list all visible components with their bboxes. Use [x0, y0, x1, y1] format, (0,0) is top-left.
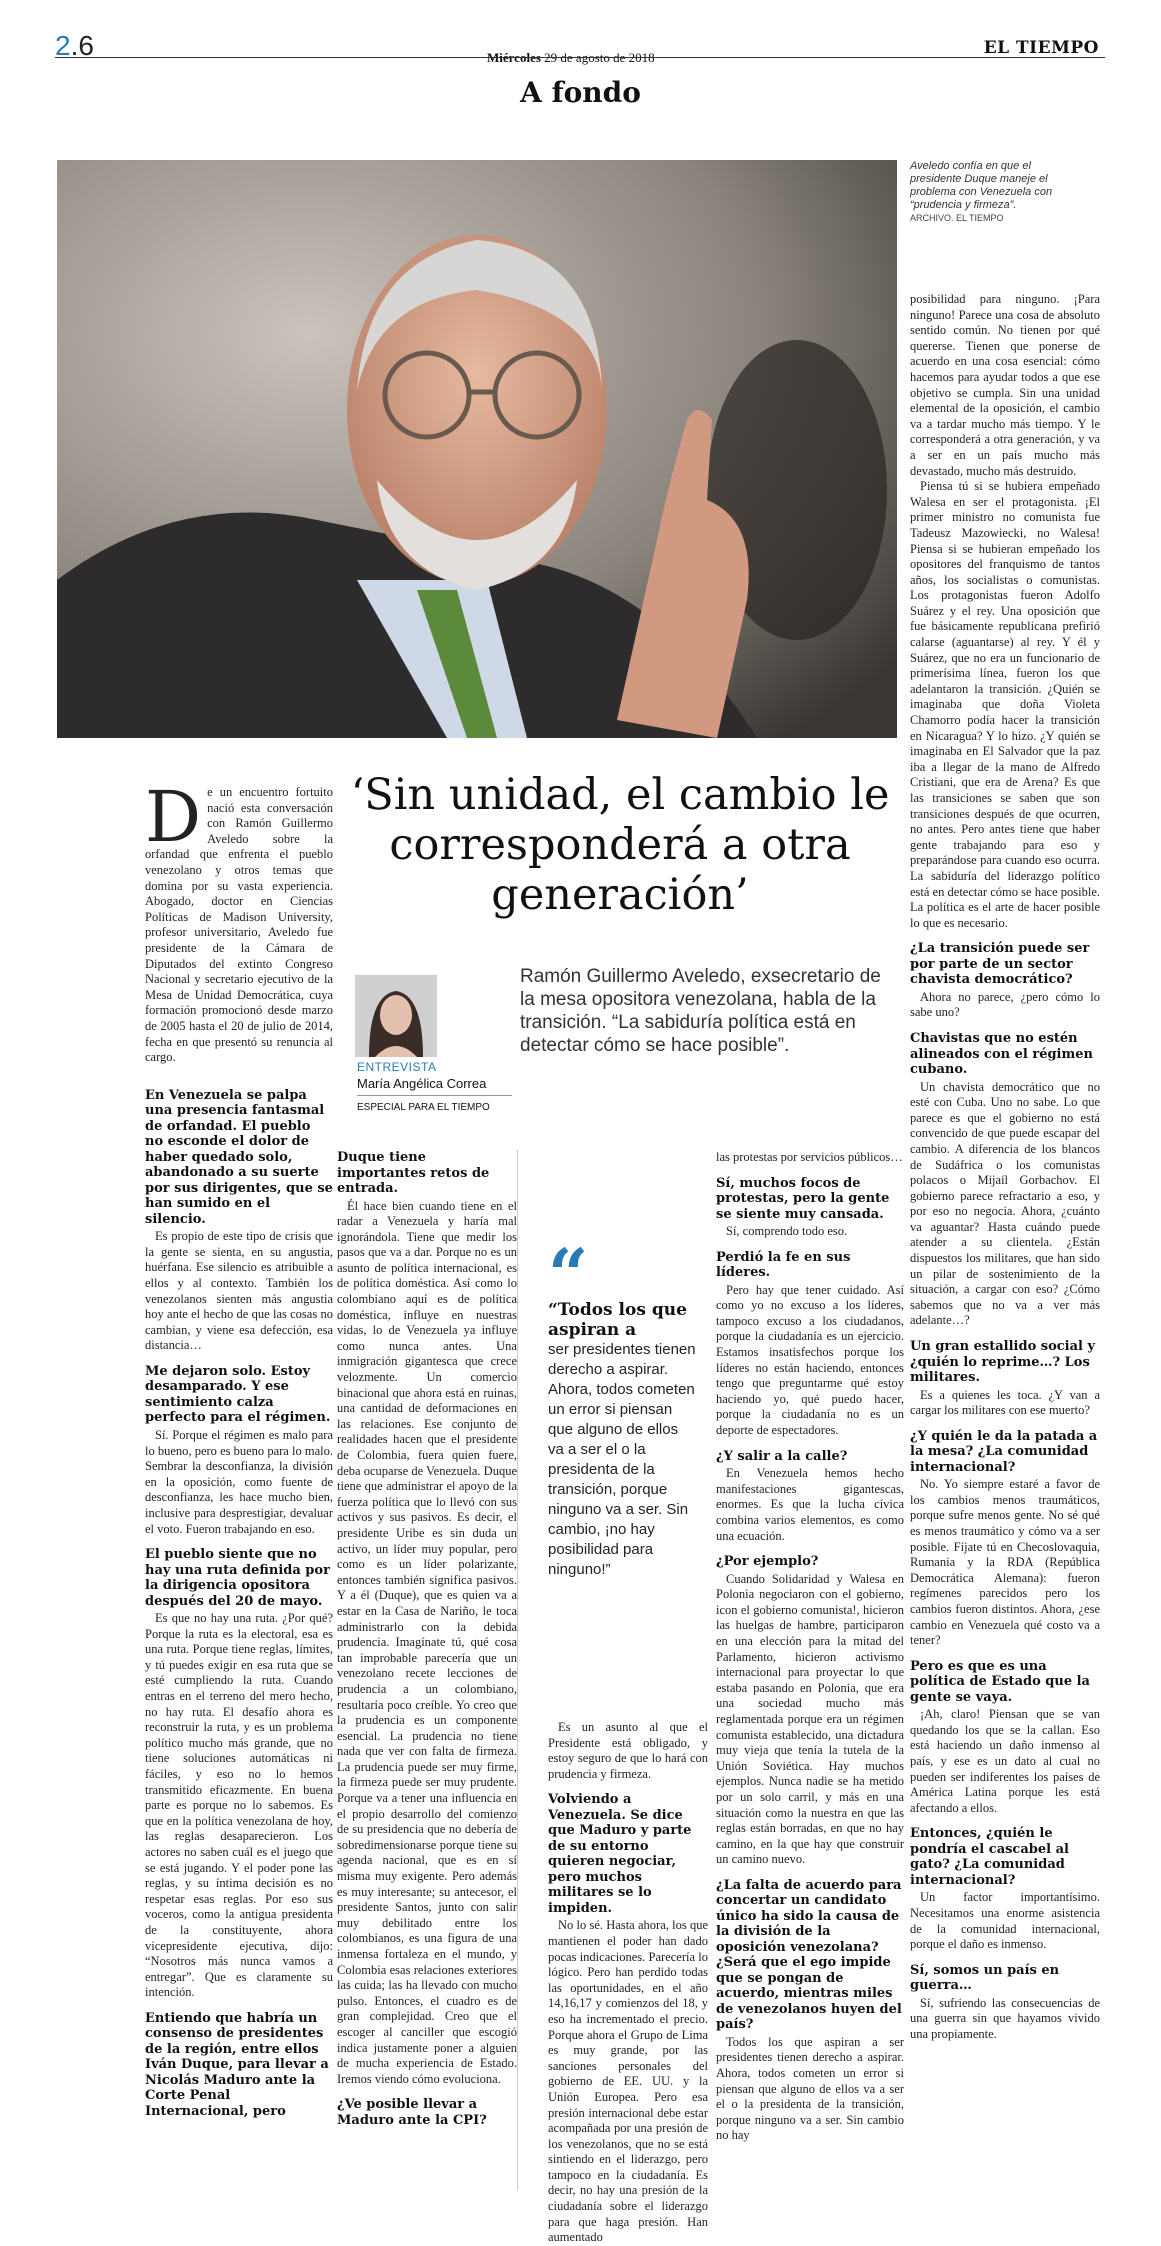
column-1: [145, 776, 333, 2121]
interview-photo: [57, 160, 897, 738]
answer: No. Yo siempre estaré a favor de los cambios menos traumáticos, porque sufre menos gente. No sé qué es menos traumático y cómo va a ser posible. Fíjate tú en Checoslovaquia, Rumania y la RDA (República Democrática Alemana): fueron regímenes parecidos pero los cambios fueron distintos. Ahora, ¿ese cambio en Venezuela qué costo va a tener?: [910, 1477, 1100, 1648]
byline-special: ESPECIAL PARA EL TIEMPO: [357, 1102, 490, 1113]
answer: Es que no hay una ruta. ¿Por qué? Porque la ruta es la electoral, esa es una ruta. Porque tiene reglas, límites, y tú puedes exigir en esa ruta que se esté cumpliendo la ruta. Cuando entras en el terreno del mero hecho, no hay ruta. El desafío ahora es reconstruir la ruta, y es un problema político mucho más grande, que no tiene soluciones automáticas ni fáciles, y eso no lo hemos transmitido eficazmente. En buena parte es porque no lo sabemos. Es que en la política venezolana de hoy, las reglas desaparecieron. Los actores no saben cuál es el juego que se está jugando. Y el poder pone las reglas, y su íntima decisión es no respetar esas reglas. Por eso sus voceros, como la antigua presidenta de la constituyente, ahora vicepresidente ejecutiva, dijo: “Nosotros más nunca vamos a entregar”. Que es claramente su intención.: [145, 1611, 333, 2000]
column-3: [548, 1720, 708, 2246]
column-4: [716, 1150, 904, 2144]
question: Me dejaron solo. Estoy desamparado. Y ese sentimiento calza perfecto para el régimen.: [145, 1363, 331, 1426]
answer: Un factor importantísimo. Necesitamos una enorme asistencia de la comunidad internacional, porque el daño es inmenso.: [910, 1890, 1100, 1952]
question: ¿Por ejemplo?: [716, 1554, 819, 1570]
question: Duque tiene importantes retos de entrada.: [337, 1150, 490, 1196]
drop-cap: D: [145, 776, 202, 858]
question: Un gran estallido social y ¿quién lo reprime…? Los militares.: [910, 1339, 1096, 1386]
question: ¿Ve posible llevar a Maduro ante la CPI?: [337, 2097, 487, 2128]
question: ¿Y salir a la calle?: [716, 1448, 848, 1464]
question: Sí, muchos focos de protestas, pero la gente se siente muy cansada.: [716, 1175, 890, 1222]
headline: ‘Sin unidad, el cambio le corresponderá a otra generación’: [350, 770, 890, 920]
question: Volviendo a Venezuela. Se dice que Maduro y parte de su entorno quieren negociar, pero muchos militares se lo impiden.: [548, 1792, 692, 1916]
answer: Ahora no parece, ¿pero cómo lo sabe uno?: [910, 989, 1100, 1020]
answer: En Venezuela hemos hecho manifestaciones gigantescas, enormes. Es que la lucha cívica combina varios elementos, es como una ecuación.: [716, 1466, 904, 1543]
column-5: [910, 292, 1100, 2043]
question: ¿Y quién le da la patada a la mesa? ¿La comunidad internacional?: [910, 1428, 1098, 1475]
question: Entiendo que habría un consenso de presidentes de la región, entre ellos Iván Duque, para llevar a Nicolás Maduro ante la Corte Penal Internacional, pero: [145, 2010, 329, 2119]
answer: Pero hay que tener cuidado. Así como yo no excuso a los líderes, tampoco excuso a los ciudadanos, porque la ciudadanía es un ejercicio. Estamos insatisfechos porque los líderes no están haciendo, entonces tengo que preguntarme qué estoy haciendo yo, qué puedo hacer, porque la ciudadanía no es un deporte de espectadores.: [716, 1282, 904, 1438]
intro-paragraph: De un encuentro fortuito nació esta conversación con Ramón Guillermo Aveledo sobre la orfandad que enfrenta el pueblo venezolano y otros temas que domina por su vasta experiencia. Abogado, doctor en Ciencias Políticas de Madison University, profesor universitario, Aveledo fue presidente de la Cámara de Diputados del extinto Congreso Nacional y secretario ejecutivo de la Mesa de Unidad Democrática, cuya formación promocionó desde marzo de 2005 hasta el 20 de julio de 2014, fecha en que presentó su renuncia al cargo.: [145, 776, 333, 1065]
column-2: [337, 1150, 517, 2130]
photo-caption: Aveledo confía en que el presidente Duque maneje el problema con Venezuela con “prudencia y firmeza”. ARCHIVO. EL TIEMPO: [910, 160, 1060, 225]
question: ¿La falta de acuerdo para concertar un candidato único ha sido la causa de la división de la oposición venezolana? ¿Será que el ego impide que se pongan de acuerdo, mientras miles de venezolanos huyen del país?: [716, 1877, 902, 2033]
column-divider: [517, 1150, 518, 2190]
question: ¿La transición puede ser por parte de un sector chavista democrático?: [910, 941, 1090, 988]
question: En Venezuela se palpa una presencia fantasmal de orfandad. El pueblo no esconde el dolor de haber quedado solo, abandonado a su suerte por sus dirigentes, que se han sumido en el silencio.: [145, 1087, 333, 1227]
answer: Sí. Porque el régimen es malo para lo bueno, pero es bueno para lo malo. Sembrar la desconfianza, la división en la oposición, como fuente de desconfianza, les hace mucho bien, inclusive para desprestigiar, devaluar el voto. Fueron trabajando en eso.: [145, 1427, 333, 1536]
answer: Piensa tú si se hubiera empeñado Walesa en ser el protagonista. ¡El primer ministro no comunista fue Tadeusz Mazowiecki, no Walesa! Piensa si se hubieran empeñado los opositores del franquismo de tantos años, los socialistas o comunistas. Los protagonistas fueron Adolfo Suárez y el rey. Una oposición que fue básicamente republicana prefirió calarse (aguantarse) al rey. Y él y Suárez, que no era un funcionario de primerísima línea, fueron los que adelantaron la transición. ¿Quién se imaginaba que doña Violeta Chamorro podía hacer la transición en Nicaragua? Y lo hizo. ¿Y quién se imaginaba en El Salvador que la paz iba a llegar de la mano de Alfredo Cristiani, que era de Arena? Es que las transiciones se saben que son transiciones después de que ocurren, no antes. Pero antes tiene que haber gente trabajando para eso y preparándose para cuando eso ocurra. La sabiduría del liderazgo político está en detectar cómo se hace posible. La política es el arte de hacer posible lo que es necesario.: [910, 479, 1100, 930]
author-photo: [355, 975, 437, 1057]
answer: No lo sé. Hasta ahora, los que mantienen el poder han dado pocas indicaciones. Parecería lo lógico. Pero han perdido todas las oportunidades, en el año 14,16,17 y comienzos del 18, y eso ha incrementado el precio. Porque ahora el Grupo de Lima es muy grande, por las sanciones personales del gobierno de EE. UU. y la Unión Europea. Pero esa presión internacional debe estar acompañada por una presión de los venezolanos, que no se está sintiendo en el liderazgo, pero tampoco en la ciudadanía. Es decir, no hay una presión de la ciudadanía sobre el liderazgo para que haga presión. Han aumentado: [548, 1918, 708, 2245]
answer: Un chavista democrático que no esté con Cuba. Uno no sabe. Lo que parece es que el gobierno no está convencido de que puede escapar del cambio. A diferencia de los blancos de Sudáfrica o los comunistas polacos o Mijaíl Gorbachov. El gobierno parece refractario a eso, y por eso no negocia. Ahora, ¿cuánto va aguantar? Hasta cuándo puede atender a su clientela. ¿Están dispuestos los militares, que han sido un pilar de sostenimiento de la situación, a cargar con eso? ¿Cómo sabemos que no va a ver más adelante…?: [910, 1079, 1100, 1328]
answer: Cuando Solidaridad y Walesa en Polonia negociaron con el gobierno, icon el gobierno comunista!, hicieron las huelgas de hambre, participaron en una elección para la mitad del Parlamento, hicieron activismo internacional para proyectar lo que estaba pasando en Polonia, que era una sociedad mucho más reglamentada porque era un régimen comunista establecido, una dictadura muy vieja que tenía la tutela de la Unión Soviética. Hay muchos ejemplos. Nunca nadie se ha metido por un solo carril, y más en una situación como la nuestra en que las reglas están borradas, en que no hay camino, en la que hay que construir un camino nuevo.: [716, 1571, 904, 1867]
section-title: A fondo: [520, 76, 641, 109]
answer: Es a quienes les toca. ¿Y van a cargar los militares con ese muerto?: [910, 1387, 1100, 1418]
byline-name: María Angélica Correa: [357, 1076, 487, 1091]
question: Chavistas que no estén alineados con el régimen cubano.: [910, 1031, 1093, 1078]
question: Sí, somos un país en guerra…: [910, 1962, 1060, 1994]
photo-credit: ARCHIVO. EL TIEMPO: [910, 213, 1004, 223]
author-avatar: [355, 975, 437, 1057]
answer: ¡Ah, claro! Piensan que se van quedando los que se la callan. Eso está haciendo un daño inmenso al país, y ese es un dato al cual no pueden ser indiferentes los países de América Latina porque les está afectando a ellos.: [910, 1707, 1100, 1815]
newspaper-brand: EL TIEMPO: [983, 38, 1099, 58]
pull-quote: [548, 1233, 698, 1580]
byline-rule: [357, 1095, 512, 1096]
portrait-illustration: [57, 160, 897, 738]
answer: Es un asunto al que el Presidente está obligado, y estoy seguro de que lo hará con prudencia y firmeza.: [548, 1720, 708, 1781]
byline-kicker: ENTREVISTA: [357, 1060, 437, 1074]
answer: posibilidad para ninguno. ¡Para ninguno! Parece una cosa de absoluto sentido común. No tienen por qué quererse. Tienen que ponerse de acuerdo en una cosa esencial: cómo hacemos para ayudar todos a que ese objetivo se cumpla. Sin una unidad elemental de la oposición, el cambio va a tardar mucho más tiempo. Y le corresponderá a otra generación, y va a ser en un país mucho más devastado, mucho más destruido.: [910, 292, 1100, 478]
quote-icon: “: [548, 1233, 589, 1316]
answer: Sí, comprendo todo eso.: [726, 1224, 848, 1239]
question: Perdió la fe en sus líderes.: [716, 1249, 851, 1281]
question: Entonces, ¿quién le pondría el cascabel al gato? ¿La comunidad internacional?: [910, 1826, 1069, 1888]
deck: Ramón Guillermo Aveledo, exsecretario de la mesa opositora venezolana, habla de la transición. “La sabiduría política está en detectar cómo se hace posible”.: [520, 966, 881, 1056]
answer: las protestas por servicios públicos…: [716, 1150, 903, 1164]
answer: Todos los que aspiran a ser presidentes tienen derecho a aspirar. Ahora, todos cometen un error si piensan que alguno de ellos va a ser el o la presidenta de la transición, porque ninguno va a ser. Sin cambio no hay: [716, 2034, 904, 2143]
pull-quote-body: ser presidentes tienen derecho a aspirar. Ahora, todos cometen un error si piensan que alguno de ellos va a ser el o la presidenta de la transición, porque ninguno va a ser. Sin cambio, ¡no hay posibilidad para ninguno!”: [548, 1341, 696, 1578]
masthead-rule: [55, 57, 1105, 58]
question: El pueblo siente que no hay una ruta definida por la dirigencia opositora después del 20 de mayo.: [145, 1547, 330, 1609]
page-number: 2.6: [55, 30, 94, 61]
question: Pero es que es una política de Estado que la gente se vaya.: [910, 1658, 1090, 1705]
issue-date: Miércoles 29 de agosto de 2018: [487, 50, 655, 65]
answer: Sí, sufriendo las consecuencias de una guerra sin que hayamos vivido una propiamente.: [910, 1995, 1100, 2041]
answer: Él hace bien cuando tiene en el radar a Venezuela y haría mal ignorándola. Tiene que medir los pasos que va a dar. Porque no es un asunto de política internacional, es de política doméstica. Así como lo colombiano aquí es de política doméstica, influye en nuestras vidas, lo de Venezuela ya influye como nunca antes. Una inmigración gigantesca que crece velozmente. Un comercio binacional que ahora está en ruinas, una cantidad de deformaciones en las relaciones. Ese conjunto de realidades hacen que el presidente de Colombia, fuera quien fuere, deba ocuparse de Venezuela. Duque tiene que administrar el apoyo de la fuerza política que lo llevó con sus activos y sus pasivos. Es decir, el presidente Uribe es sin duda un activo, un líder muy popular, pero como es un líder polarizante, entonces también significa pasivos. Y a él (Duque), que es quien va a estar en la Casa de Nariño, le toca administrarlo con la debida prudencia. Imagínate tú, qué cosa tan improbable parecería que un venezolano recete lecciones de prudencia a un colombiano, resultaría poco creíble. Yo creo que la prudencia es un componente esencial. La prudencia no tiene nada que ver con falta de firmeza. La prudencia puede ser muy firme, la firmeza puede ser muy prudente. Porque va a tener una influencia en el propio desarrollo del comienzo de su presidencia que no debería de sobredimensionarse porque tiene su agenda nacional, que es en sí misma muy exigente. Pero además es muy interesante; su antecesor, el presidente Santos, junto con salir muy debilitado entre los colombianos, es una figura de una inmensa fortaleza en el mundo, y Colombia esas relaciones exteriores las cuida; las ha llevado con mucho pulso. Entonces, el cuadro es de gran complejidad. Creo que el escoger al canciller que escogió indica justamente poner a alguien de mucha experiencia de Estado. Iremos viendo cómo evoluciona.: [337, 1198, 517, 2086]
pull-quote-lead: “Todos los que aspiran a: [548, 1300, 687, 1340]
answer: Es propio de este tipo de crisis que la gente se sienta, en su angustia, huérfana. Ese silencio es atribuible a ellos y al contexto. También los venezolanos sienten más angustia hoy ante el hecho de que las cosas no cambian, y viene esa defección, esa distancia…: [145, 1229, 333, 1353]
